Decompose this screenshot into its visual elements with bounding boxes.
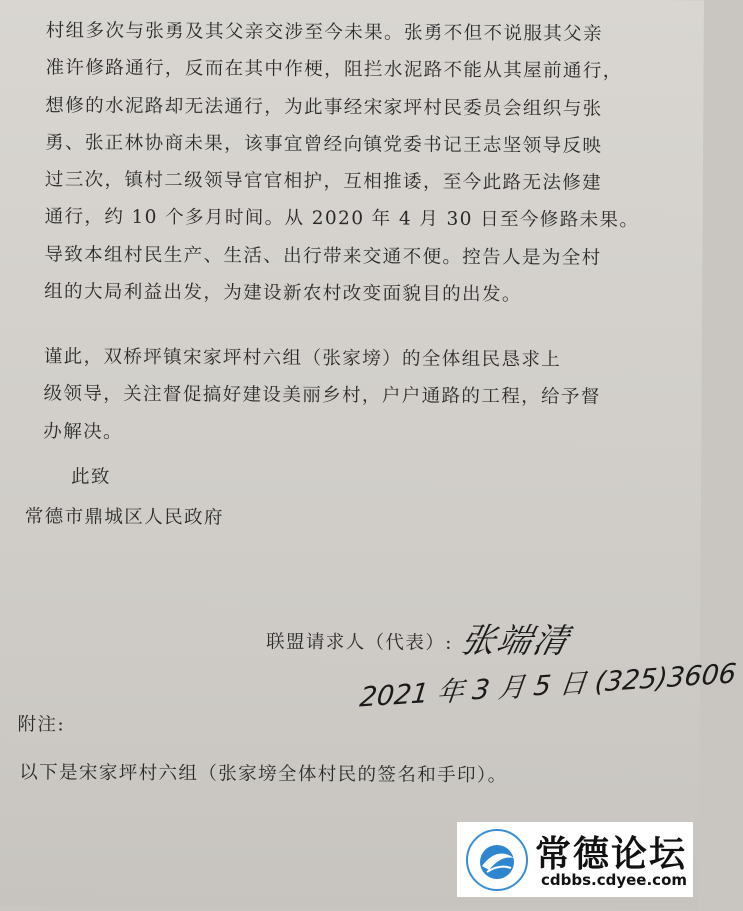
recipient: 常德市鼎城区人民政府 — [24, 506, 224, 529]
forum-url: cdbbs.cdyee.com — [541, 871, 688, 889]
body-paragraph-2: 谨此，双桥坪镇宋家坪村六组（张家塝）的全体组民恳求上 级领导，关注督促搞好建设美丽乡村，户户通路的工程，给予督 办解决。 — [43, 346, 601, 443]
salutation: 此致 — [70, 466, 111, 488]
forum-watermark — [457, 822, 693, 897]
body-paragraph-1: 村组多次与张勇及其父亲交涉至今未果。张勇不但不说服其父亲 准许修路通行，反而在其中作梗，阻拦水泥路不能从其屋前通行， 想修的水泥路却无法通行，为此事经宋家坪村民委员会组织与张 勇、张正林协商未果，该事宜曾经向镇党委书记王志坚领导反映 过三次，镇村二级领导官官相护，互相推诿，至今此路无法修建 通行，约 10 个多月时间。从 2020 年 4 月 30 日至今修路未果。 导致本组村民生产、生活、出行带来交通不便。控告人是为全村 组的大局利益出发，为建设新农村改变面貌目的出发。 — [44, 20, 640, 306]
note-label: 附注: — [17, 714, 66, 736]
forum-logo-icon — [465, 828, 529, 892]
requester-label: 联盟请求人（代表）: — [265, 631, 453, 654]
forum-title: 常德论坛 — [535, 834, 688, 875]
handwritten-date: 2021 年 3 月 5 日 (325)3606 — [358, 658, 738, 714]
handwritten-signature: 张端清 — [456, 620, 574, 662]
note-text: 以下是宋家坪村六组（张家塝全体村民的签名和手印）。 — [19, 762, 508, 787]
